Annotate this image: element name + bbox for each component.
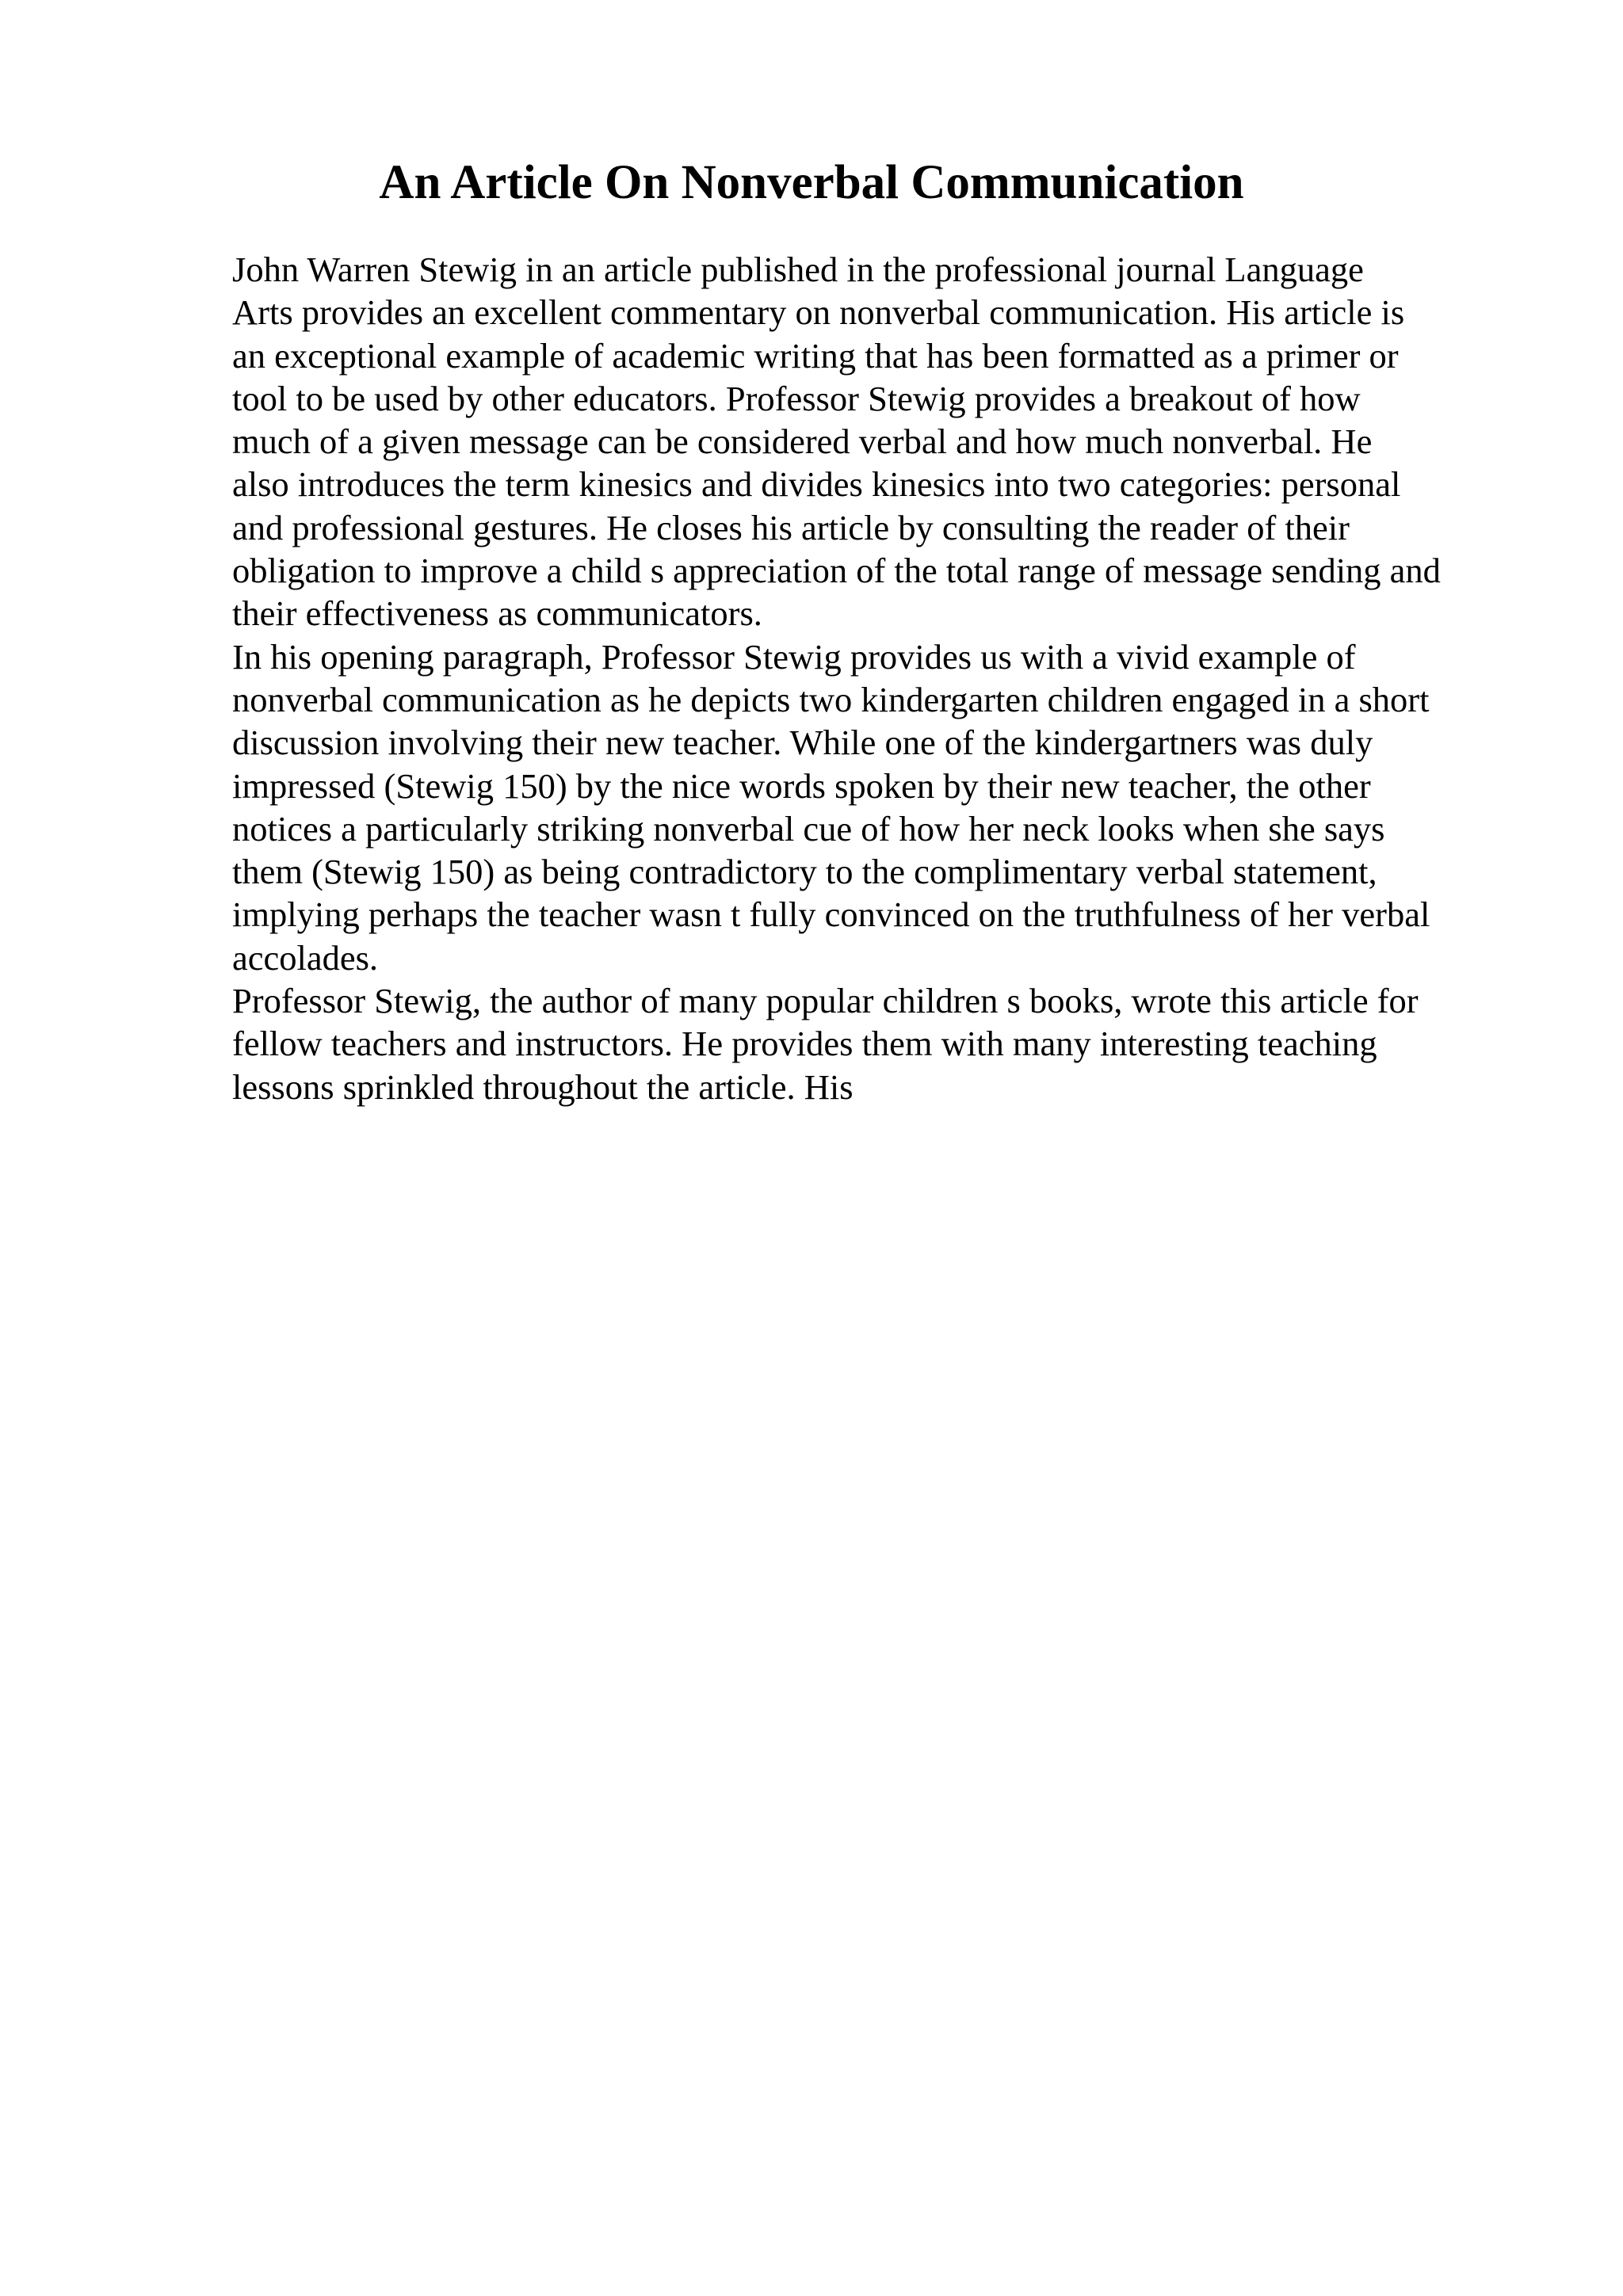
- text-line: nonverbal communication as he depicts two kindergarten children engaged in a short: [232, 679, 1430, 719]
- text-line: obligation to improve a child s appreciation of the total range of message sending and: [232, 551, 1441, 591]
- text-line: accolades.: [232, 937, 379, 978]
- text-line: impressed (Stewig 150) by the nice words spoken by their new teacher, the other: [232, 765, 1371, 806]
- document-title: An Article On Nonverbal Communication: [379, 156, 1244, 209]
- text-line: In his opening paragraph, Professor Stewig provides us with a vivid example of: [232, 636, 1356, 677]
- text-line: much of a given message can be considered verbal and how much nonverbal. He: [232, 421, 1373, 462]
- text-line: an exceptional example of academic writing that has been formatted as a primer or: [232, 335, 1399, 376]
- text-line: and professional gestures. He closes his article by consulting the reader of their: [232, 507, 1350, 547]
- text-line: lessons sprinkled throughout the article. His: [232, 1066, 854, 1107]
- text-line: implying perhaps the teacher wasn t fully convinced on the truthfulness of her verbal: [232, 894, 1430, 935]
- text-line: notices a particularly striking nonverbal cue of how her neck looks when she says: [232, 808, 1385, 849]
- text-line: discussion involving their new teacher. While one of the kindergartners was duly: [232, 723, 1373, 763]
- text-line: their effectiveness as communicators.: [232, 593, 762, 634]
- text-line: fellow teachers and instructors. He provides them with many interesting teaching: [232, 1024, 1377, 1064]
- text-line: them (Stewig 150) as being contradictory to the complimentary verbal statement,: [232, 852, 1377, 892]
- text-line: tool to be used by other educators. Professor Stewig provides a breakout of how: [232, 378, 1361, 418]
- document-body: [232, 248, 1595, 1108]
- text-line: Arts provides an excellent commentary on nonverbal communication. His article is: [232, 292, 1405, 333]
- text-line: John Warren Stewig in an article published in the professional journal Language: [232, 250, 1364, 289]
- text-line: Professor Stewig, the author of many popular children s books, wrote this article for: [232, 981, 1419, 1021]
- text-line: also introduces the term kinesics and divides kinesics into two categories: personal: [232, 464, 1401, 505]
